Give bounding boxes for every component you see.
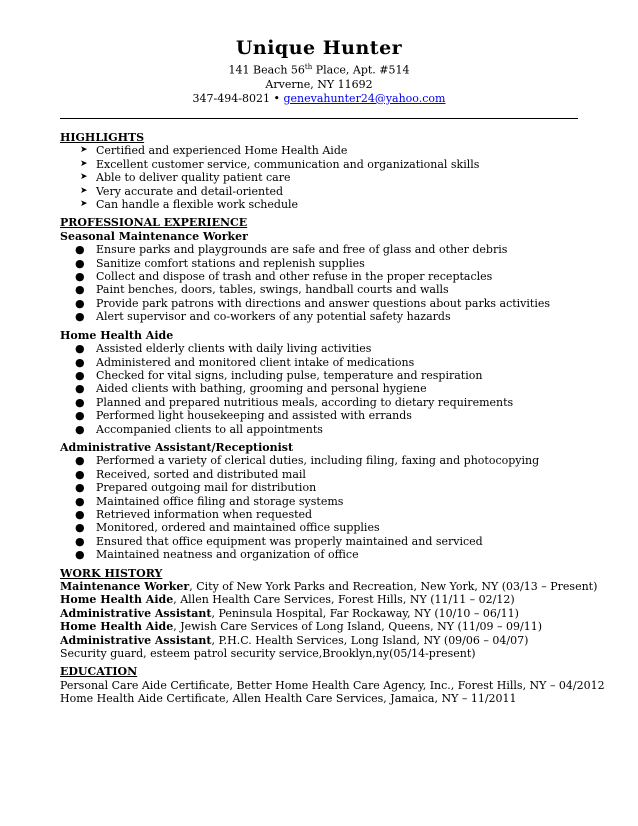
- list-item: ● Paint benches, doors, tables, swings, handball courts and walls: [75, 283, 449, 297]
- job-title: Home Health Aide: [60, 328, 174, 342]
- city-line: Arverne, NY 11692: [265, 77, 373, 91]
- bullet-icon: ●: [75, 507, 85, 521]
- highlights-heading: HIGHLIGHTS: [60, 131, 145, 144]
- bullet-icon: ●: [75, 270, 85, 284]
- work-history-entry: Security guard, esteem patrol security service,Brooklyn,ny(05/14-present): [60, 647, 476, 661]
- header-divider: [60, 118, 578, 119]
- list-item: ● Collect and dispose of trash and other refuse in the proper receptacles: [75, 270, 493, 284]
- job-title: Seasonal Maintenance Worker: [60, 229, 248, 243]
- bullet-icon: ●: [75, 467, 85, 481]
- list-item: ● Accompanied clients to all appointments: [75, 422, 323, 436]
- bullet-icon: ●: [75, 481, 85, 495]
- bullet-icon: ●: [75, 422, 85, 436]
- list-item: ● Received, sorted and distributed mail: [75, 467, 306, 481]
- highlights-list: [60, 144, 620, 211]
- arrow-right-icon: ➤: [80, 158, 88, 169]
- list-item: ● Administered and monitored client intake of medications: [75, 355, 415, 369]
- arrow-right-icon: ➤: [80, 199, 88, 210]
- work-history-heading: WORK HISTORY: [60, 566, 163, 580]
- resume-body: [60, 131, 620, 706]
- bullet-icon: ●: [75, 395, 85, 409]
- list-item: ● Sanitize comfort stations and replenish supplies: [75, 256, 365, 270]
- bullet-icon: ●: [75, 368, 85, 382]
- job-title: Administrative Assistant/Receptionist: [60, 440, 294, 454]
- list-item: ➤ Certified and experienced Home Health Aide: [80, 144, 348, 158]
- contact-line: [0, 92, 638, 106]
- bullet-icon: ●: [75, 548, 85, 562]
- arrow-right-icon: ➤: [80, 185, 88, 196]
- job-duties-list: [60, 342, 620, 436]
- list-item: ● Planned and prepared nutritious meals, according to dietary requirements: [75, 395, 514, 409]
- list-item: ● Ensure parks and playgrounds are safe and free of glass and other debris: [75, 243, 508, 257]
- list-item: ● Retrieved information when requested: [75, 507, 313, 521]
- list-item: ➤ Very accurate and detail-oriented: [80, 184, 284, 198]
- bullet-icon: ●: [75, 310, 85, 324]
- work-history-entry: Administrative Assistant, P.H.C. Health Services, Long Island, NY (09/06 – 04/07): [60, 633, 529, 647]
- bullet-icon: ●: [75, 243, 85, 257]
- list-item: ● Checked for vital signs, including pulse, temperature and respiration: [75, 368, 483, 382]
- experience-heading: PROFESSIONAL EXPERIENCE: [60, 216, 248, 230]
- education-entry: Home Health Aide Certificate, Allen Health Care Services, Jamaica, NY – 11/2011: [60, 692, 517, 706]
- list-item: ➤ Excellent customer service, communication and organizational skills: [80, 157, 480, 171]
- phone-number: 347-494-8021: [192, 91, 270, 105]
- work-history-list: [60, 580, 620, 660]
- list-item: ● Provide park patrons with directions and answer questions about parks activities: [75, 296, 551, 310]
- arrow-right-icon: ➤: [80, 172, 88, 183]
- list-item: ● Alert supervisor and co-workers of any potential safety hazards: [75, 310, 451, 324]
- list-item: ● Maintained office filing and storage systems: [75, 494, 344, 508]
- bullet-icon: ●: [75, 534, 85, 548]
- list-item: ● Assisted elderly clients with daily living activities: [75, 342, 372, 356]
- list-item: ➤ Able to deliver quality patient care: [80, 171, 291, 185]
- bullet-icon: ●: [75, 296, 85, 310]
- list-item: ➤ Can handle a flexible work schedule: [80, 198, 299, 212]
- job-duties-list: [60, 454, 620, 561]
- resume-header: [0, 36, 638, 106]
- bullet-icon: ●: [75, 382, 85, 396]
- bullet-icon: ●: [75, 454, 85, 468]
- education-heading: EDUCATION: [60, 665, 138, 679]
- list-item: ● Prepared outgoing mail for distribution: [75, 481, 317, 495]
- list-item: ● Performed a variety of clerical duties, including filing, faxing and photocopying: [75, 454, 540, 468]
- bullet-icon: ●: [75, 342, 85, 356]
- work-history-entry: Home Health Aide, Jewish Care Services of Long Island, Queens, NY (11/09 – 09/11): [60, 620, 543, 634]
- list-item: ● Ensured that office equipment was properly maintained and serviced: [75, 534, 483, 548]
- contact-separator: •: [273, 91, 280, 105]
- bullet-icon: ●: [75, 494, 85, 508]
- work-history-entry: Maintenance Worker, City of New York Parks and Recreation, New York, NY (03/13 – Present): [60, 580, 598, 593]
- arrow-right-icon: ➤: [80, 145, 88, 156]
- education-list: [60, 679, 620, 706]
- list-item: ● Maintained neatness and organization of office: [75, 548, 359, 562]
- list-item: ● Monitored, ordered and maintained office supplies: [75, 521, 380, 535]
- bullet-icon: ●: [75, 521, 85, 535]
- email-link[interactable]: genevahunter24@yahoo.com: [283, 91, 446, 105]
- bullet-icon: ●: [75, 355, 85, 369]
- bullet-icon: ●: [75, 256, 85, 270]
- education-entry: Personal Care Aide Certificate, Better Home Health Care Agency, Inc., Forest Hills, NY – 04/2012: [60, 678, 605, 692]
- list-item: ● Aided clients with bathing, grooming and personal hygiene: [75, 382, 427, 396]
- list-item: ● Performed light housekeeping and assisted with errands: [75, 409, 412, 423]
- candidate-name: Unique Hunter: [235, 37, 403, 59]
- street-address: 141 Beach 56th Place, Apt. #514: [228, 63, 410, 77]
- work-history-entry: Administrative Assistant, Peninsula Hospital, Far Rockaway, NY (10/10 – 06/11): [60, 606, 519, 620]
- bullet-icon: ●: [75, 409, 85, 423]
- bullet-icon: ●: [75, 283, 85, 297]
- job-duties-list: [60, 243, 620, 323]
- work-history-entry: Home Health Aide, Allen Health Care Services, Forest Hills, NY (11/11 – 02/12): [60, 593, 515, 607]
